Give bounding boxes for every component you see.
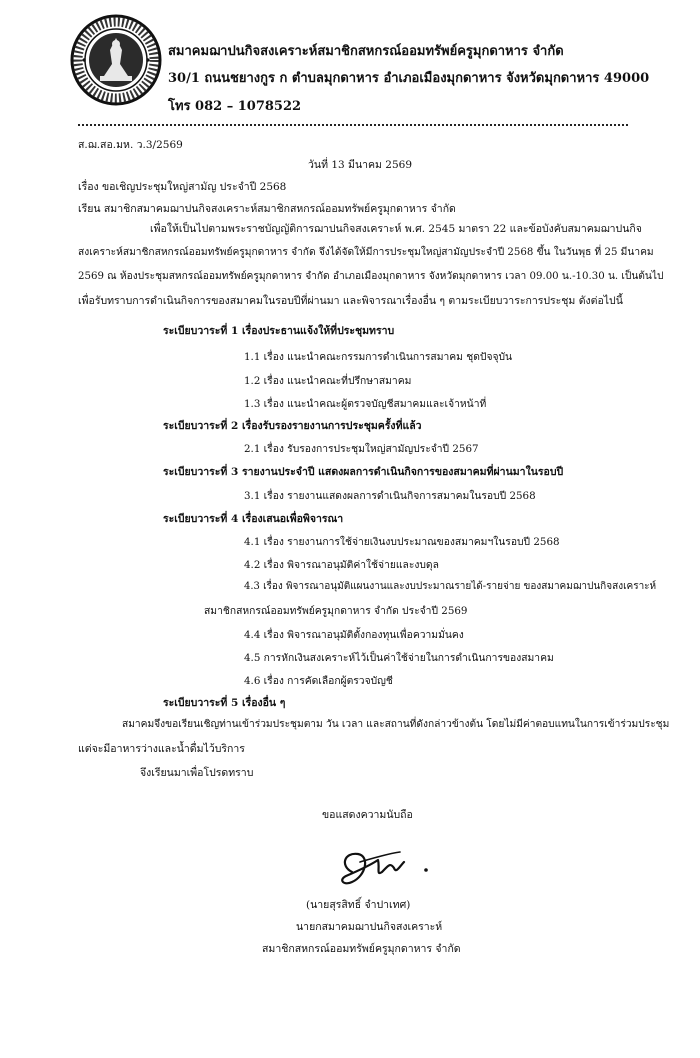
org-address: 30/1 ถนนชยางกูร ก ตำบลมุกดาหาร อำเภอเมืองมุกดาหาร จังหวัดมุกดาหาร 49000 (168, 71, 650, 86)
intro-line: 2569 ณ ห้องประชุมสหกรณ์ออมทรัพย์ครูมุกดาหาร จำกัด อำเภอเมืองมุกดาหาร จังหวัดมุกดาหาร เวลา 09.00 น.-10.30 น. เป็นต้นไป (78, 271, 664, 282)
closing-line: จึงเรียนมาเพื่อโปรดทราบ (140, 767, 254, 779)
letter-subject: เรื่อง ขอเชิญประชุมใหญ่สามัญ ประจำปี 2568 (78, 181, 287, 193)
org-phone: โทร 082 – 1078522 (168, 99, 302, 114)
handwritten-signature-icon (330, 842, 440, 892)
agenda-title: ระเบียบวาระที่ 5 เรื่องอื่น ๆ (163, 697, 286, 709)
agenda-item: 4.4 เรื่อง พิจารณาอนุมัติตั้งกองทุนเพื่อความมั่นคง (244, 629, 464, 641)
org-name: สมาคมฌาปนกิจสงเคราะห์สมาชิกสหกรณ์ออมทรัพย์ครูมุกดาหาร จำกัด (168, 44, 564, 59)
intro-line: สงเคราะห์สมาชิกสหกรณ์ออมทรัพย์ครูมุกดาหาร จำกัด จึงได้จัดให้มีการประชุมใหญ่สามัญประจำปี 2568 ขึ้น ในวันพุธ ที่ 25 มีนาคม (78, 247, 654, 258)
agenda-item: 3.1 เรื่อง รายงานแสดงผลการดำเนินกิจการสมาคมในรอบปี 2568 (244, 490, 536, 502)
intro-line: เพื่อรับทราบการดำเนินกิจการของสมาคมในรอบปีที่ผ่านมา และพิจารณาเรื่องอื่น ๆ ตามระเบียบวาระการประชุม ดังต่อไปนี้ (78, 295, 623, 307)
agenda-title: ระเบียบวาระที่ 4 เรื่องเสนอเพื่อพิจารณา (163, 513, 344, 525)
agenda-item: 1.1 เรื่อง แนะนำคณะกรรมการดำเนินการสมาคม ชุดปัจจุบัน (244, 351, 513, 363)
agenda-item: 1.2 เรื่อง แนะนำคณะที่ปรึกษาสมาคม (244, 375, 412, 387)
agenda-item: 2.1 เรื่อง รับรองการประชุมใหญ่สามัญประจำปี 2567 (244, 443, 479, 455)
agenda-item: 4.6 เรื่อง การคัดเลือกผู้ตรวจบัญชี (244, 675, 393, 687)
letter-date: วันที่ 13 มีนาคม 2569 (308, 159, 413, 171)
letter-recipient: เรียน สมาชิกสมาคมฌาปนกิจสงเคราะห์สมาชิกสหกรณ์ออมทรัพย์ครูมุกดาหาร จำกัด (78, 203, 456, 215)
signer-title: สมาชิกสหกรณ์ออมทรัพย์ครูมุกดาหาร จำกัด (262, 943, 461, 955)
sign-off: ขอแสดงความนับถือ (322, 809, 413, 821)
agenda-title: ระเบียบวาระที่ 3 รายงานประจำปี แสดงผลการดำเนินกิจการของสมาคมที่ผ่านมาในรอบปี (163, 466, 564, 478)
agenda-item: 4.3 เรื่อง พิจารณาอนุมัติแผนงานและงบประมาณรายได้-รายจ่าย ของสมาคมฌาปนกิจสงเคราะห์ (244, 581, 657, 592)
signer-name: (นายสุรสิทธิ์ จำปาเทศ) (306, 899, 411, 911)
agenda-item: 4.2 เรื่อง พิจารณาอนุมัติค่าใช้จ่ายและงบดุล (244, 559, 439, 571)
agenda-item: 1.3 เรื่อง แนะนำคณะผู้ตรวจบัญชีสมาคมและเจ้าหน้าที่ (244, 398, 487, 410)
agenda-title: ระเบียบวาระที่ 2 เรื่องรับรองรายงานการประชุมครั้งที่แล้ว (163, 420, 422, 432)
association-seal-icon (70, 14, 162, 106)
agenda-item: 4.1 เรื่อง รายงานการใช้จ่ายเงินงบประมาณของสมาคมฯในรอบปี 2568 (244, 536, 560, 548)
agenda-item: 4.5 การหักเงินสงเคราะห์ไว้เป็นค่าใช้จ่ายในการดำเนินการของสมาคม (244, 652, 554, 664)
signer-title: นายกสมาคมฌาปนกิจสงเคราะห์ (296, 921, 443, 933)
header-divider (78, 124, 628, 126)
intro-line: เพื่อให้เป็นไปตามพระราชบัญญัติการฌาปนกิจสงเคราะห์ พ.ศ. 2545 มาตรา 22 และข้อบังคับสมาคมฌาปนกิจ (150, 223, 642, 235)
agenda-item-continuation: สมาชิกสหกรณ์ออมทรัพย์ครูมุกดาหาร จำกัด ประจำปี 2569 (204, 605, 468, 617)
reference-number: ส.ฌ.สอ.มห. ว.3/2569 (78, 139, 183, 151)
closing-line: สมาคมจึงขอเรียนเชิญท่านเข้าร่วมประชุมตาม วัน เวลา และสถานที่ดังกล่าวข้างต้น โดยไม่มีค่าตอบแทนในการเข้าร่วมประชุม (122, 719, 670, 730)
agenda-title: ระเบียบวาระที่ 1 เรื่องประธานแจ้งให้ที่ประชุมทราบ (163, 325, 395, 337)
closing-line: แต่จะมีอาหารว่างและน้ำดื่มไว้บริการ (78, 743, 245, 755)
